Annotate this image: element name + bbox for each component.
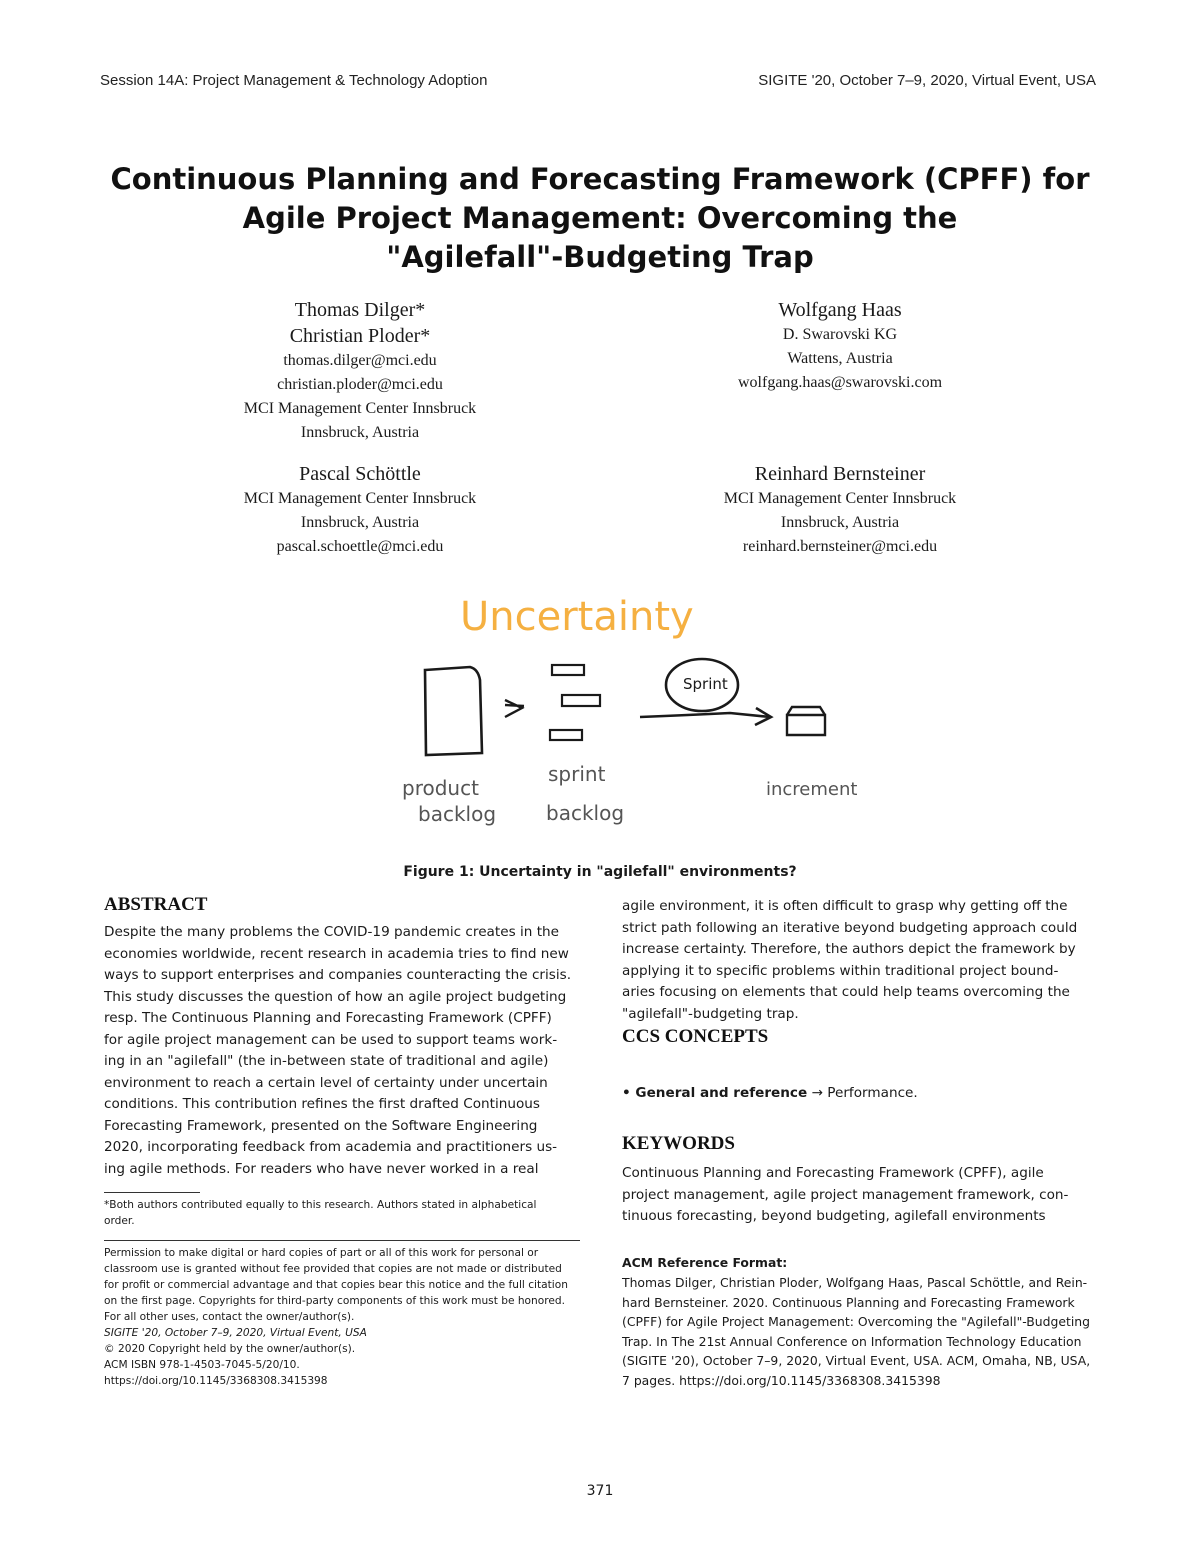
- abstract-line: This study discusses the question of how an agile project budgeting: [104, 988, 567, 1005]
- author-name: Christian Ploder*: [289, 325, 431, 347]
- author-location: Innsbruck, Austria: [300, 424, 420, 441]
- keywords-heading: KEYWORDS: [622, 1133, 735, 1154]
- author-affiliation: MCI Management Center Innsbruck: [243, 400, 477, 417]
- abstract-line: ing agile methods. For readers who have never worked in a real: [104, 1160, 539, 1177]
- abstract-line: Forecasting Framework, presented on the Software Engineering: [104, 1117, 538, 1134]
- reference-line: (SIGITE '20), October 7–9, 2020, Virtual Event, USA. ACM, Omaha, NB, USA,: [622, 1353, 1091, 1368]
- sprint-item-icon: [562, 695, 600, 706]
- reference-line: Thomas Dilger, Christian Ploder, Wolfgang Haas, Pascal Schöttle, and Rein-: [622, 1275, 1088, 1290]
- permission-line: © 2020 Copyright held by the owner/author(s).: [104, 1343, 356, 1355]
- figure-caption: Figure 1: Uncertainty in "agilefall" environments?: [403, 864, 797, 880]
- abstract-continued: [622, 896, 1096, 1025]
- author-email: thomas.dilger@mci.edu: [283, 352, 437, 369]
- ccs-topic: Performance.: [827, 1085, 918, 1101]
- author-name: Reinhard Bernsteiner: [754, 463, 926, 485]
- author-location: Innsbruck, Austria: [780, 514, 900, 531]
- author-affiliation: MCI Management Center Innsbruck: [723, 490, 957, 507]
- footnote: [104, 1197, 580, 1229]
- author-block-2: [670, 297, 1010, 395]
- abstract-line: environment to reach a certain level of certainty under uncertain: [104, 1074, 548, 1091]
- author-block-3: [190, 461, 530, 559]
- footnote-line: order.: [104, 1215, 135, 1227]
- footnote-rule: [104, 1192, 200, 1193]
- author-name: Pascal Schöttle: [299, 463, 421, 485]
- author-name: Wolfgang Haas: [778, 299, 902, 321]
- sprint-label: Sprint: [683, 675, 728, 693]
- title-line-1: Continuous Planning and Forecasting Framework (CPFF) for: [110, 162, 1090, 196]
- page-number: 371: [586, 1483, 614, 1499]
- abstract-line: resp. The Continuous Planning and Forecasting Framework (CPFF): [104, 1010, 552, 1026]
- backlog-label: backlog: [418, 802, 497, 826]
- abstract-line: increase certainty. Therefore, the authors depict the framework by: [622, 941, 1076, 957]
- ccs-concepts: [622, 1083, 1096, 1105]
- author-name: Thomas Dilger*: [294, 299, 426, 321]
- keyword-line: Continuous Planning and Forecasting Framework (CPFF), agile: [622, 1165, 1044, 1181]
- backlog-label: backlog: [546, 801, 625, 825]
- abstract-line: strict path following an iterative beyond budgeting approach could: [622, 919, 1078, 936]
- product-backlog-icon: [425, 667, 482, 755]
- title-line-2: Agile Project Management: Overcoming the: [242, 201, 958, 235]
- increment-box-icon: [787, 707, 825, 735]
- permission-line: https://doi.org/10.1145/3368308.3415398: [104, 1375, 328, 1387]
- permission-line: Permission to make digital or hard copies of part or all of this work for personal or: [104, 1247, 539, 1259]
- sprint-item-icon: [552, 665, 584, 675]
- abstract-line: economies worldwide, recent research in academia tries to find new: [104, 945, 569, 962]
- ccs-arrow: →: [807, 1085, 828, 1101]
- abstract-line: agile environment, it is often difficult to grasp why getting off the: [622, 898, 1068, 914]
- abstract-line: ing in an "agilefall" (the in-between state of traditional and agile): [104, 1053, 549, 1069]
- permission-line: ACM ISBN 978-1-4503-7045-5/20/10.: [104, 1359, 300, 1371]
- abstract-line: conditions. This contribution refines the first drafted Continuous: [104, 1096, 541, 1112]
- sprint-backlog-label: sprint: [548, 762, 606, 786]
- abstract-line: aries focusing on elements that could help teams overcoming the: [622, 984, 1070, 1000]
- permission-line: classroom use is granted without fee provided that copies are not made or distributed: [104, 1263, 562, 1275]
- abstract-heading: ABSTRACT: [104, 894, 208, 915]
- keywords-text: [622, 1163, 1096, 1228]
- author-affiliation: D. Swarovski KG: [782, 326, 898, 343]
- ccs-heading: CCS CONCEPTS: [622, 1026, 769, 1047]
- permission-line: For all other uses, contact the owner/author(s).: [104, 1311, 355, 1323]
- reference-line: 7 pages. https://doi.org/10.1145/3368308.3415398: [622, 1372, 941, 1388]
- acm-reference-heading: ACM Reference Format:: [622, 1255, 788, 1270]
- paper-title: [100, 160, 1100, 277]
- product-label: product: [402, 776, 479, 800]
- permission-rule: [104, 1240, 580, 1241]
- title-line-3: "Agilefall"-Budgeting Trap: [386, 240, 814, 274]
- increment-label: increment: [766, 779, 858, 800]
- acm-reference-text: [622, 1273, 1096, 1390]
- ccs-category: • General and reference: [622, 1085, 808, 1101]
- abstract-line: applying it to specific problems within traditional project bound-: [622, 962, 1059, 979]
- author-email: pascal.schoettle@mci.edu: [276, 538, 444, 555]
- flow-arrow-icon: [640, 713, 770, 717]
- permission-block: [104, 1245, 580, 1389]
- author-block-4: [670, 461, 1010, 559]
- author-affiliation: MCI Management Center Innsbruck: [243, 490, 477, 507]
- abstract-line: ways to support enterprises and companies counteracting the crisis.: [104, 967, 572, 983]
- author-location: Innsbruck, Austria: [300, 514, 420, 531]
- author-email: reinhard.bernsteiner@mci.edu: [742, 538, 938, 555]
- reference-line: (CPFF) for Agile Project Management: Overcoming the "Agilefall"-Budgeting: [622, 1314, 1091, 1329]
- keyword-line: tinuous forecasting, beyond budgeting, agilefall environments: [622, 1208, 1046, 1224]
- running-header-right: SIGITE '20, October 7–9, 2020, Virtual Event, USA: [758, 72, 1096, 89]
- keyword-line: project management, agile project management framework, con-: [622, 1186, 1069, 1203]
- abstract-text: [104, 922, 580, 1180]
- reference-line: hard Bernsteiner. 2020. Continuous Planning and Forecasting Framework: [622, 1294, 1075, 1310]
- abstract-line: 2020, incorporating feedback from academia and practitioners us-: [104, 1139, 558, 1155]
- abstract-line: "agilefall"-budgeting trap.: [622, 1005, 799, 1022]
- abstract-line: for agile project management can be used to support teams work-: [104, 1031, 558, 1048]
- running-header-left: Session 14A: Project Management & Technology Adoption: [100, 72, 488, 89]
- permission-line: on the first page. Copyrights for third-party components of this work must be honored.: [104, 1295, 565, 1307]
- sprint-item-icon: [550, 730, 582, 740]
- permission-line: for profit or commercial advantage and that copies bear this notice and the full citation: [104, 1279, 568, 1291]
- arrow-icon: [505, 700, 524, 717]
- author-email: wolfgang.haas@swarovski.com: [737, 374, 943, 391]
- abstract-line: Despite the many problems the COVID-19 pandemic creates in the: [104, 924, 560, 940]
- uncertainty-label: Uncertainty: [460, 594, 694, 640]
- author-location: Wattens, Austria: [787, 350, 893, 367]
- footnote-line: *Both authors contributed equally to this research. Authors stated in alphabetical: [104, 1199, 537, 1211]
- author-email: christian.ploder@mci.edu: [277, 376, 443, 393]
- uncertainty-sketch-figure: [390, 585, 870, 845]
- reference-line: Trap. In The 21st Annual Conference on Information Technology Education: [622, 1333, 1082, 1349]
- author-block-1: [190, 297, 530, 445]
- permission-line: SIGITE '20, October 7–9, 2020, Virtual Event, USA: [104, 1327, 367, 1339]
